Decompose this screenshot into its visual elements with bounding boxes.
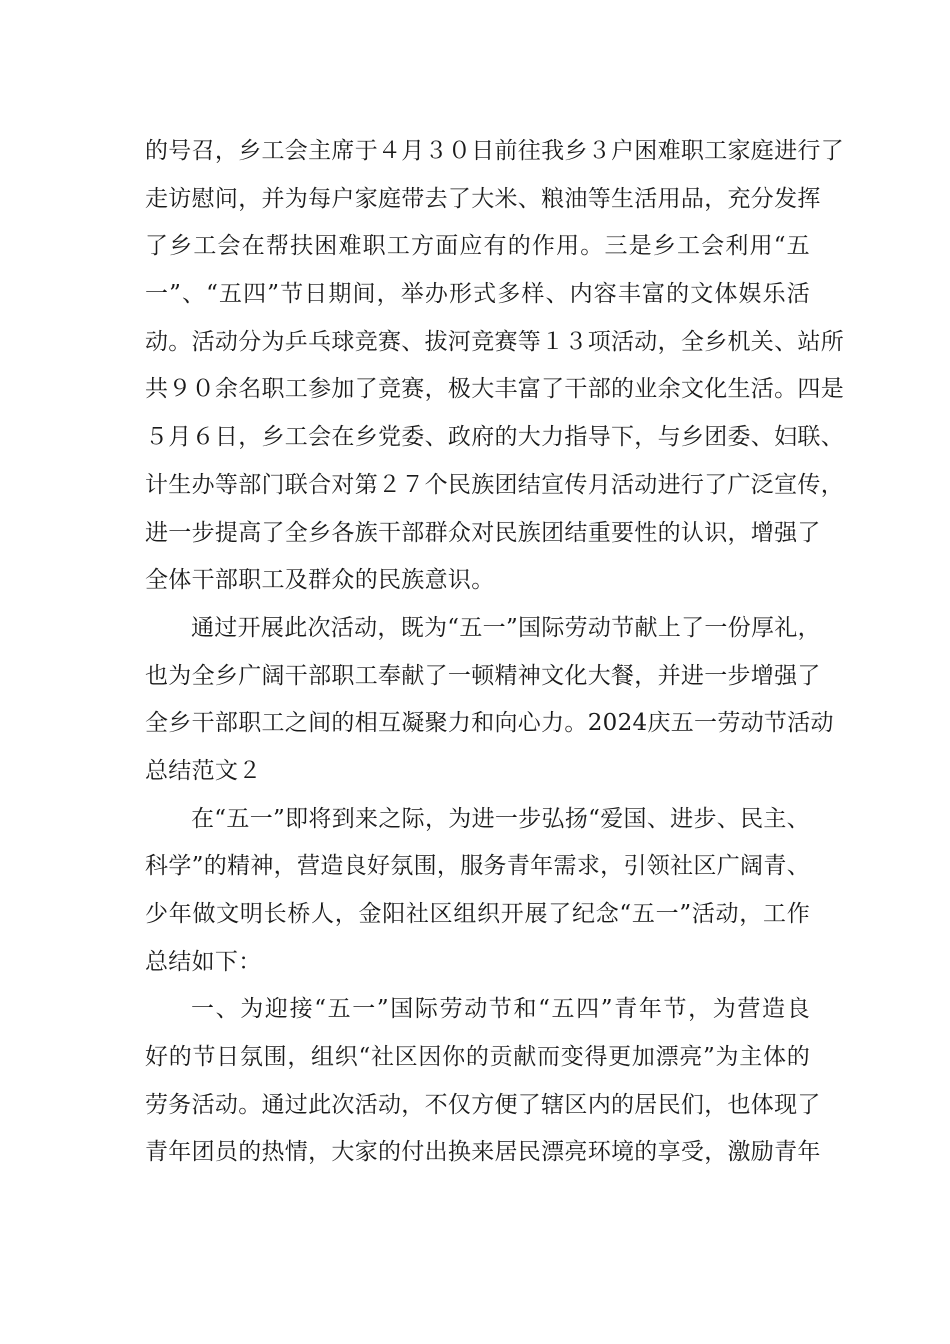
text-line: 科学”的精神，营造良好氛围，服务青年需求，引领社区广阔青、 xyxy=(145,853,810,880)
text-line: ５月６日，乡工会在乡党委、政府的大力指导下，与乡团委、妇联、 xyxy=(145,424,844,451)
text-line: 也为全乡广阔干部职工奉献了一顿精神文化大餐，并进一步增强了 xyxy=(145,662,821,689)
text-line: 好的节日氛围，组织“社区因你的贡献而变得更加漂亮”为主体的 xyxy=(145,1044,810,1071)
text-line: 青年团员的热情，大家的付出换来居民漂亮环境的享受，激励青年 xyxy=(145,1139,821,1166)
text-line: 全体干部职工及群众的民族意识。 xyxy=(145,567,495,594)
text-line: 计生办等部门联合对第２７个民族团结宣传月活动进行了广泛宣传， xyxy=(145,471,844,498)
text-line: 劳务活动。通过此次活动，不仅方便了辖区内的居民们，也体现了 xyxy=(145,1091,821,1118)
document-body xyxy=(145,128,844,1177)
text-line: 一”、“五四”节日期间，举办形式多样、内容丰富的文体娱乐活 xyxy=(145,281,810,308)
text-line: 了乡工会在帮扶困难职工方面应有的作用。三是乡工会利用“五 xyxy=(145,233,810,260)
text-line: 共９０余名职工参加了竞赛，极大丰富了干部的业余文化生活。四是 xyxy=(145,376,844,403)
text-line: 通过开展此次活动，既为“五一”国际劳动节献上了一份厚礼， xyxy=(191,614,821,641)
paragraph xyxy=(145,986,821,1177)
paragraph xyxy=(145,128,844,605)
text-line: 总结范文２ xyxy=(145,757,262,784)
text-line: 动。活动分为乒乓球竞赛、拔河竞赛等１３项活动，全乡机关、站所 xyxy=(145,328,844,355)
text-line: 少年做文明长桥人，金阳社区组织开展了纪念“五一”活动，工作 xyxy=(145,901,810,927)
text-line: 一、为迎接“五一”国际劳动节和“五四”青年节，为营造良 xyxy=(191,996,810,1023)
text-line: 的号召，乡工会主席于４月３０日前往我乡３户困难职工家庭进行了 xyxy=(145,138,844,164)
text-line: 全乡干部职工之间的相互凝聚力和向心力。2024庆五一劳动节活动 xyxy=(145,710,834,737)
paragraph xyxy=(145,796,810,987)
text-line: 走访慰问，并为每户家庭带去了大米、粮油等生活用品，充分发挥 xyxy=(145,185,821,212)
text-line: 总结如下： xyxy=(145,948,262,975)
text-line: 在“五一”即将到来之际，为进一步弘扬“爱国、进步、民主、 xyxy=(191,805,810,832)
paragraph xyxy=(145,605,834,796)
text-line: 进一步提高了全乡各族干部群众对民族团结重要性的认识，增强了 xyxy=(145,519,821,546)
